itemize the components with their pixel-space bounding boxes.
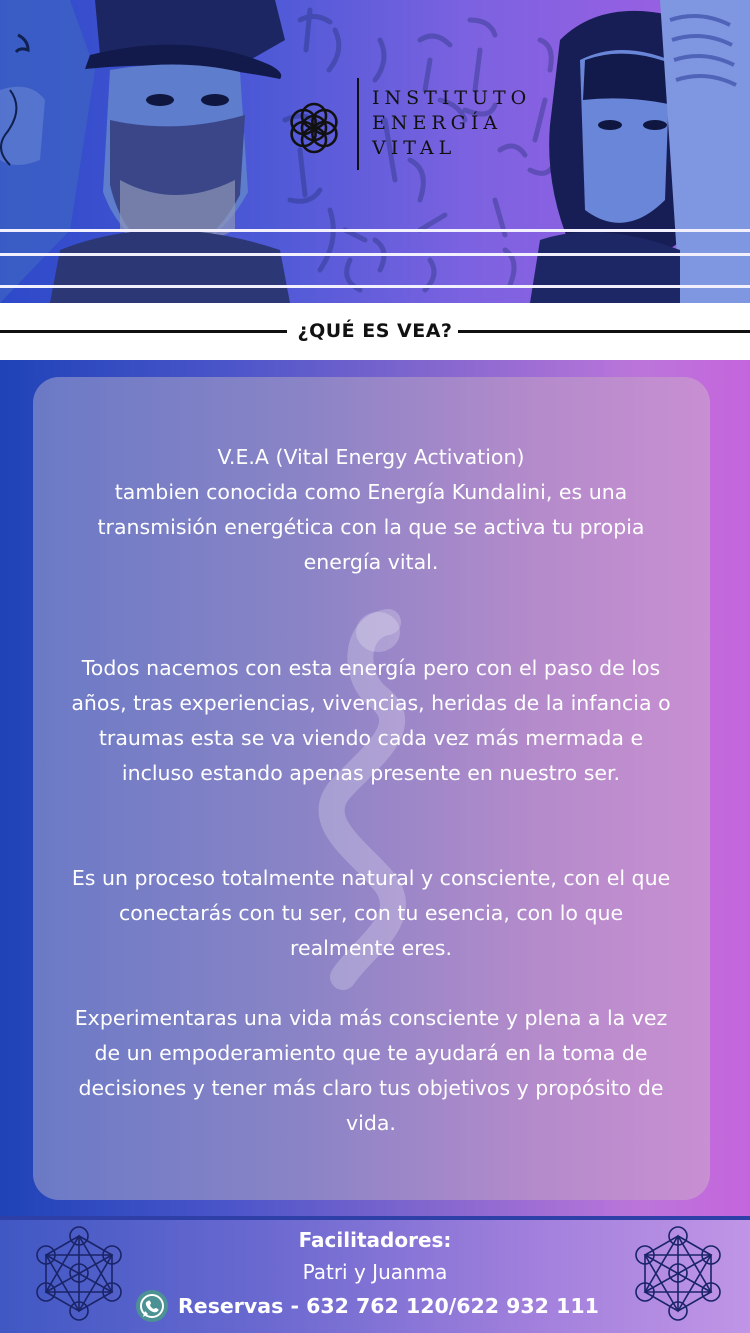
body-paragraph-3: Es un proceso totalmente natural y consciente, con el que conectarás con tu ser, con tu esencia, con lo que realmente eres.: [71, 866, 671, 960]
hero-stripe: [0, 229, 750, 232]
reservation-contact[interactable]: [135, 1288, 599, 1324]
brand-logo: [282, 76, 542, 172]
hero-stripe: [0, 253, 750, 256]
logo-divider: [357, 78, 359, 170]
main-content: [0, 360, 750, 1218]
man-figure: [0, 0, 290, 303]
woman-figure: [530, 0, 750, 303]
hero-stripe: [0, 285, 750, 288]
brand-line-3: VITAL: [372, 137, 457, 159]
facilitators-names: Patri y Juanma: [302, 1260, 448, 1284]
facilitators-label: Facilitadores:: [298, 1228, 452, 1252]
section-header: [0, 303, 750, 360]
brand-line-2: ENERGÍA: [372, 112, 503, 134]
intro-text: V.E.A (Vital Energy Activation) tambien conocida como Energía Kundalini, es una transmisión energética con la que se activa tu propia energía vital.: [97, 445, 645, 574]
body-paragraph-2: Todos nacemos con esta energía pero con el paso de los años, tras experiencias, vivencias, heridas de la infancia o traumas esta se va viendo cada vez más mermada e incluso estando apenas presente en nuestro ser.: [71, 656, 671, 785]
intro-paragraph: [71, 440, 671, 580]
whatsapp-icon[interactable]: [135, 1289, 169, 1323]
flower-of-life-icon: [282, 96, 346, 160]
brand-line-1: INSTITUTO: [372, 87, 532, 109]
brand-name: [372, 86, 531, 161]
body-paragraph-4: Experimentaras una vida más consciente y plena a la vez de un empoderamiento que te ayudará en la toma de decisiones y tener más claro tus objetivos y propósito de vida.: [74, 1006, 668, 1135]
reservation-phones: Reservas - 632 762 120/622 932 111: [178, 1294, 599, 1318]
footer: [0, 1216, 750, 1333]
info-card: [33, 377, 710, 1200]
hero-banner: [0, 0, 750, 303]
section-title: ¿QUÉ ES VEA?: [297, 320, 453, 342]
